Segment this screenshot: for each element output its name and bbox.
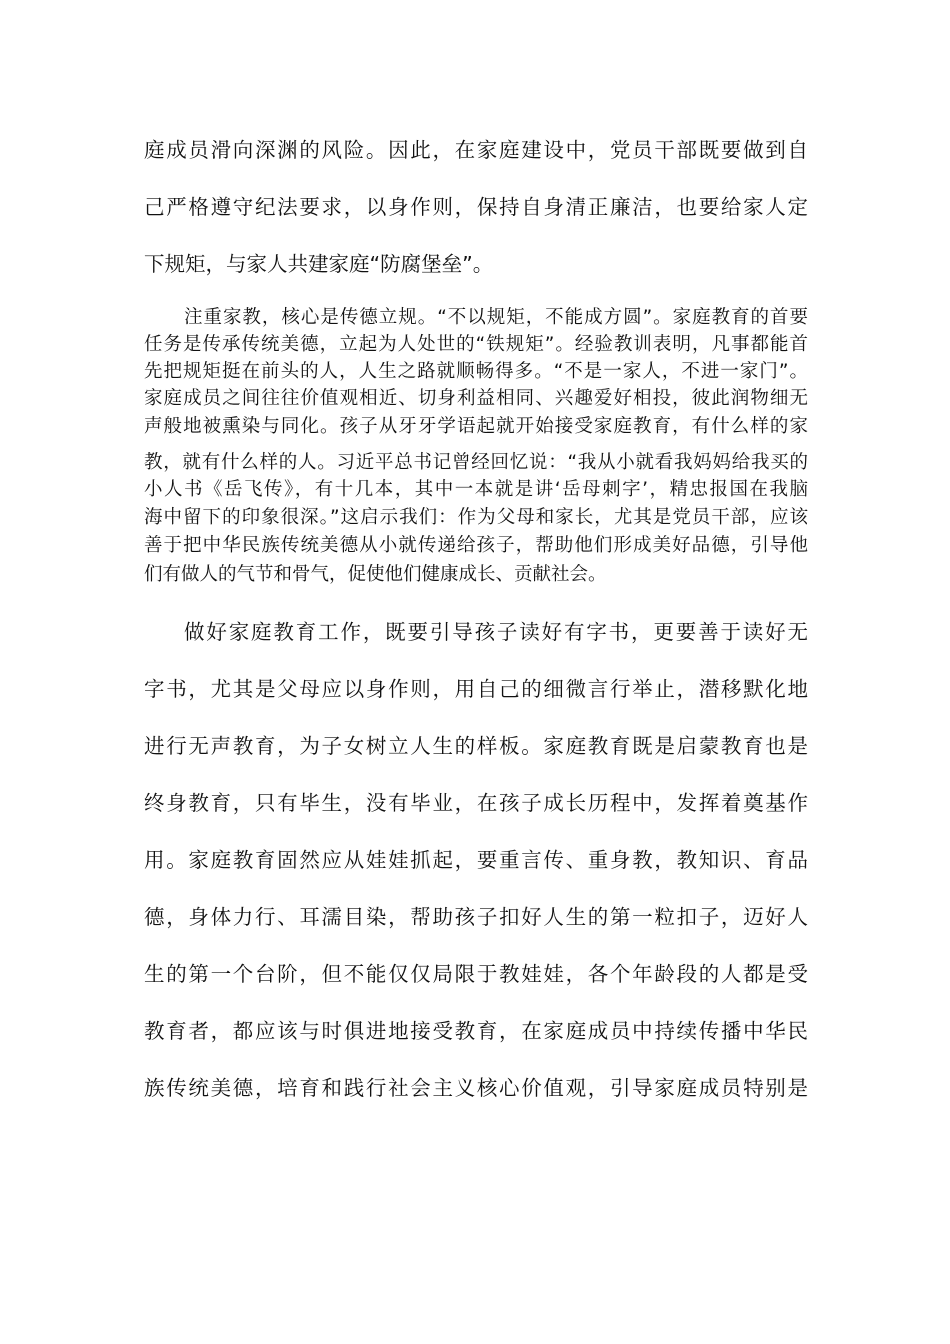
paragraph-line: 德，身体力行、耳濡目染，帮助孩子扣好人生的第一粒扣子，迈好人 — [144, 905, 808, 929]
paragraph-line: 注重家教，核心是传德立规。“不以规矩，不能成方圆”。家庭教育的首要 — [184, 307, 808, 328]
paragraph-line: 声般地被熏染与同化。孩子从牙牙学语起就开始接受家庭教育，有什么样的家 — [144, 416, 808, 437]
paragraph-line: 庭成员滑向深渊的风险。因此，在家庭建设中，党员干部既要做到自 — [144, 138, 808, 162]
paragraph-line: 做好家庭教育工作，既要引导孩子读好有字书，更要善于读好无 — [184, 620, 808, 644]
paragraph-line: 任务是传承传统美德，立起为人处世的“铁规矩”。经验教训表明，凡事都能首 — [144, 334, 808, 355]
paragraph-line: 终身教育，只有毕生，没有毕业，在孩子成长历程中，发挥着奠基作 — [144, 791, 808, 815]
paragraph-line: 家庭成员之间往往价值观相近、切身利益相同、兴趣爱好相投，彼此润物细无 — [144, 388, 808, 409]
paragraph-line: 先把规矩挺在前头的人，人生之路就顺畅得多。“不是一家人，不进一家门”。 — [144, 361, 808, 382]
paragraph-line: 善于把中华民族传统美德从小就传递给孩子，帮助他们形成美好品德，引导他 — [144, 535, 808, 556]
paragraph-line: 己严格遵守纪法要求，以身作则，保持自身清正廉洁，也要给家人定 — [144, 195, 808, 219]
paragraph-line: 生的第一个台阶，但不能仅仅局限于教娃娃，各个年龄段的人都是受 — [144, 962, 808, 986]
paragraph-line: 海中留下的印象很深。”这启示我们：作为父母和家长，尤其是党员干部，应该 — [144, 507, 808, 528]
paragraph-line: 进行无声教育，为子女树立人生的样板。家庭教育既是启蒙教育也是 — [144, 734, 808, 758]
paragraph-line: 们有做人的气节和骨气，促使他们健康成长、贡献社会。 — [144, 564, 607, 585]
paragraph-line: 下规矩，与家人共建家庭“防腐堡垒”。 — [144, 252, 494, 276]
paragraph-line: 教，就有什么样的人。习近平总书记曾经回忆说：“我从小就看我妈妈给我买的 — [144, 452, 808, 473]
paragraph-line: 用。家庭教育固然应从娃娃抓起，要重言传、重身教，教知识、育品 — [144, 848, 808, 872]
paragraph-line: 小人书《岳飞传》，有十几本，其中一本就是讲‘岳母刺字’，精忠报国在我脑 — [144, 479, 808, 500]
paragraph-line: 教育者，都应该与时俱进地接受教育，在家庭成员中持续传播中华民 — [144, 1019, 808, 1043]
paragraph-line: 字书，尤其是父母应以身作则，用自己的细微言行举止，潜移默化地 — [144, 677, 808, 701]
paragraph-line: 族传统美德，培育和践行社会主义核心价值观，引导家庭成员特别是 — [144, 1076, 808, 1100]
